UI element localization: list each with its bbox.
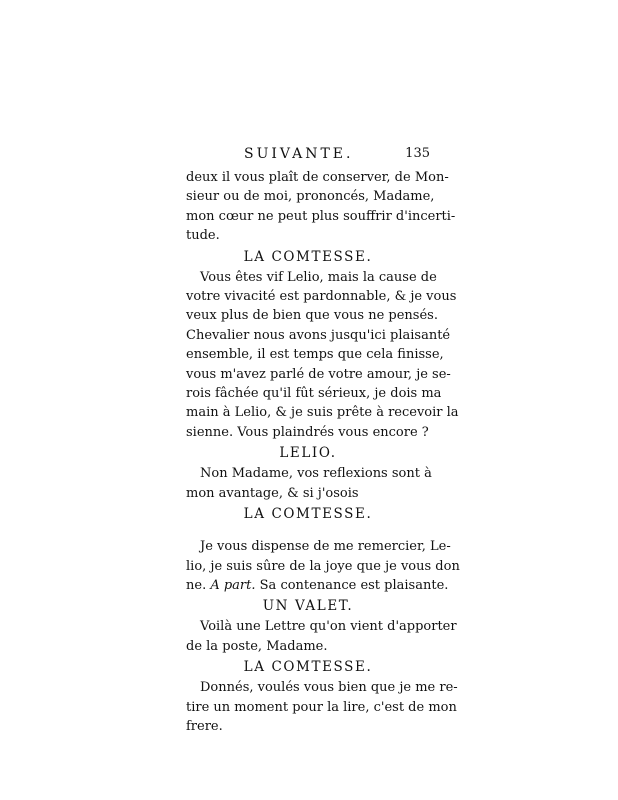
text-fragment: Sa contenance est plaisante. (259, 577, 449, 593)
text-line: veux plus de bien que vous ne pensés. (186, 308, 438, 324)
blank-space (186, 525, 430, 537)
text-line: Vous êtes vif Lelio, mais la cause de (200, 269, 437, 285)
text-line: Voilà une Lettre qu'on vient d'apporter (200, 619, 457, 635)
text-line: vous m'avez parlé de votre amour, je se- (186, 366, 451, 382)
text-line: mon avantage, & si j'osois (186, 485, 359, 501)
text-line: Chevalier nous avons jusqu'ici plaisanté (186, 327, 451, 343)
text-fragment: ne. (186, 577, 207, 593)
page-number: 135 (405, 146, 430, 161)
text-line: rois fâchée qu'il fût sérieux, je dois ma (186, 386, 442, 402)
page-text-block (186, 146, 460, 736)
text-line: ensemble, il est temps que cela finisse, (186, 347, 444, 363)
text-line: tire un moment pour la lire, c'est de mon (186, 699, 457, 715)
text-line: main à Lelio, & je suis prête à recevoir la (186, 405, 459, 421)
running-head-title: SUIVANTE. (244, 146, 354, 162)
running-header (186, 146, 430, 168)
text-line: sienne. Vous plaindrés vous encore ? (186, 424, 429, 440)
text-line: sieur ou de moi, prononcés, Madame, (186, 189, 435, 205)
text-line: lio, je suis sûre de la joye que je vous don (186, 558, 460, 574)
text-line: frere. (186, 718, 223, 734)
stage-direction: A part. (210, 577, 256, 593)
text-line: de la poste, Madame. (186, 638, 328, 654)
speaker-heading: LA COMTESSE. (243, 659, 373, 676)
speaker-heading: LA COMTESSE. (243, 248, 373, 265)
text-line: Non Madame, vos reflexions sont à (200, 466, 432, 482)
text-line: mon cœur ne peut plus souffrir d'incerti- (186, 208, 456, 224)
text-line (186, 576, 449, 595)
text-line: votre vivacité est pardonnable, & je vous (186, 289, 457, 305)
text-line: Donnés, voulés vous bien que je me re- (200, 680, 458, 696)
speaker-heading: UN VALET. (262, 598, 354, 615)
speaker-heading: LELIO. (279, 445, 337, 462)
speaker-heading: LA COMTESSE. (243, 506, 373, 523)
text-line: tude. (186, 228, 220, 244)
text-line: deux il vous plaît de conserver, de Mon- (186, 170, 449, 185)
text-line: Je vous dispense de me remercier, Le- (200, 539, 451, 555)
